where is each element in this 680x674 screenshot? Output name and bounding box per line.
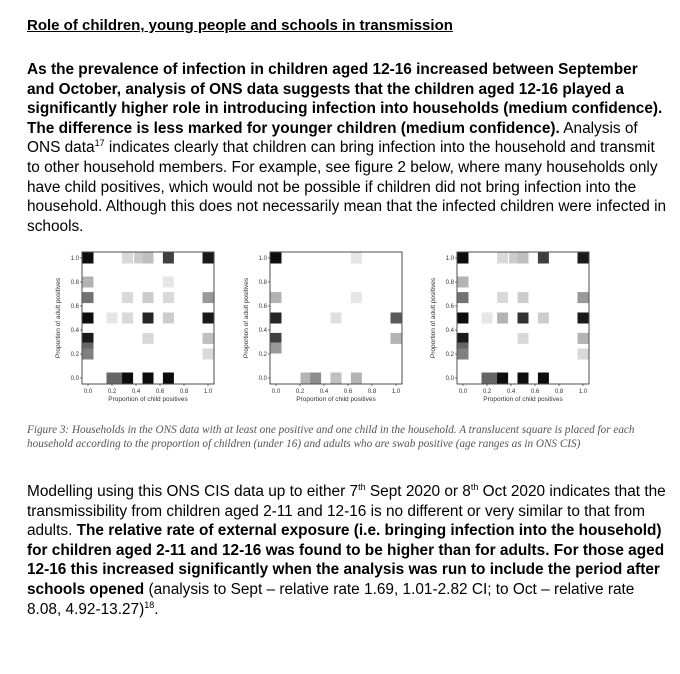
y-tick-label: 0.0 (258, 376, 267, 382)
x-tick-label: 0.4 (319, 389, 329, 395)
household-square (538, 373, 549, 384)
y-tick-label: 0.0 (70, 376, 79, 382)
household-square (122, 253, 133, 264)
household-square (107, 313, 118, 324)
household-square (301, 373, 312, 384)
paragraph-text: Oct 2020 indicates that the transmissibility from children aged 2-11 and 12-16 is no different or very similar to that from adults. (27, 483, 666, 540)
paragraph-bold-summary: As the prevalence of infection in children aged 12-16 increased between September and October, analysis of ONS data suggests that the children aged 12-16 played a significantly higher role in introducing infection into households (medium confidence). The difference is less marked for younger children (medium confidence). (27, 61, 663, 137)
household-square (122, 292, 133, 303)
household-square (458, 292, 469, 303)
household-square (458, 349, 469, 360)
x-tick-label: 0.2 (107, 389, 117, 395)
reference-superscript: 17 (94, 138, 105, 149)
y-tick-label: 0.0 (445, 376, 454, 382)
household-square (163, 373, 174, 384)
household-square (271, 333, 282, 344)
x-tick-label: 1.0 (391, 389, 401, 395)
x-tick-label: 0.4 (131, 389, 141, 395)
household-square (351, 253, 362, 264)
household-square (578, 349, 589, 360)
household-square (143, 373, 154, 384)
y-tick-label: 0.4 (70, 328, 79, 334)
household-square (351, 292, 362, 303)
y-tick-label: 1.0 (445, 256, 454, 262)
household-square (83, 333, 94, 344)
x-tick-label: 0.6 (343, 389, 353, 395)
household-square (578, 313, 589, 324)
y-axis-label: Proportion of adult positives (430, 277, 437, 359)
y-axis-label: Proportion of adult positives (55, 277, 62, 359)
paragraph-bold-finding: The relative rate of external exposure (i.e. bringing infection into the household) for children aged 2-11 and 12-16 was found to be higher than for adults. For those aged 12-16 this increased significantly when the analysis was run to include the period after schools opened (27, 522, 665, 598)
x-tick-label: 1.0 (578, 389, 588, 395)
household-square (538, 313, 549, 324)
household-square (271, 292, 282, 303)
y-tick-label: 0.8 (445, 280, 454, 286)
household-square (163, 277, 174, 288)
ordinal-superscript: th (470, 481, 479, 492)
household-square (143, 313, 154, 324)
paragraph-modelling (27, 482, 667, 619)
household-square (122, 373, 133, 384)
heatmap-plot-1 (30, 238, 217, 420)
household-square (391, 333, 402, 344)
figure-3-plots (30, 238, 650, 420)
household-square (203, 292, 214, 303)
household-square (578, 333, 589, 344)
y-tick-label: 0.2 (70, 352, 79, 358)
heatmap-plot-2 (218, 238, 405, 420)
paragraph-text: (analysis to Sept – relative rate 1.69, 1.01-2.82 CI; to Oct – relative rate 8.08, 4.92-13.27) (27, 580, 635, 618)
household-square (488, 373, 499, 384)
household-square (83, 313, 94, 324)
household-square (271, 313, 282, 324)
household-square (143, 292, 154, 303)
household-square (203, 253, 214, 264)
y-tick-label: 1.0 (258, 256, 267, 262)
household-square (122, 313, 133, 324)
y-tick-label: 1.0 (70, 256, 79, 262)
x-tick-label: 0.0 (458, 389, 468, 395)
x-tick-label: 0.4 (506, 389, 516, 395)
paragraph-text: . (154, 600, 159, 618)
y-axis-label: Proportion of adult positives (243, 277, 250, 359)
x-tick-label: 0.8 (367, 389, 377, 395)
household-square (310, 373, 321, 384)
x-axis-label: Proportion of child positives (296, 396, 376, 403)
household-square (163, 253, 174, 264)
section-heading: Role of children, young people and schools in transmission (27, 17, 453, 34)
y-tick-label: 0.8 (70, 280, 79, 286)
household-square (331, 313, 342, 324)
heatmap-svg-2 (218, 238, 405, 420)
household-square (497, 313, 508, 324)
household-square (331, 373, 342, 384)
household-square (497, 373, 508, 384)
y-tick-label: 0.2 (258, 352, 267, 358)
x-axis-label: Proportion of child positives (108, 396, 188, 403)
paragraph-text: Analysis of ONS data (27, 119, 638, 157)
heatmap-plot-3 (405, 238, 592, 420)
paragraph-text: Sept 2020 or 8 (365, 483, 471, 500)
paragraph-prevalence (27, 60, 667, 236)
x-tick-label: 0.0 (83, 389, 93, 395)
household-square (518, 333, 529, 344)
x-tick-label: 0.8 (554, 389, 564, 395)
x-tick-label: 0.6 (155, 389, 165, 395)
household-square (458, 333, 469, 344)
household-square (163, 313, 174, 324)
y-tick-label: 0.8 (258, 280, 267, 286)
household-square (518, 253, 529, 264)
household-square (578, 253, 589, 264)
x-tick-label: 0.0 (271, 389, 281, 395)
household-square (83, 292, 94, 303)
paragraph-text: indicates clearly that children can bring infection into the household and transmit to other household members. For example, see figure 2 below, where many households only have child positives, which would not be possible if children did not bring infection into the household. Although this does not necessarily mean that the infected children were infected in schools. (27, 139, 667, 235)
household-square (538, 253, 549, 264)
heatmap-svg-3 (405, 238, 592, 420)
household-square (518, 373, 529, 384)
heatmap-svg-1 (30, 238, 217, 420)
household-square (271, 343, 282, 354)
y-tick-label: 0.6 (445, 304, 454, 310)
x-axis-label: Proportion of child positives (483, 396, 563, 403)
ordinal-superscript: th (358, 481, 366, 492)
household-square (83, 253, 94, 264)
household-square (482, 313, 493, 324)
household-square (497, 292, 508, 303)
y-tick-label: 0.6 (70, 304, 79, 310)
household-square (458, 253, 469, 264)
household-square (458, 313, 469, 324)
household-square (143, 333, 154, 344)
household-square (203, 349, 214, 360)
household-square (163, 292, 174, 303)
x-tick-label: 0.8 (179, 389, 189, 395)
y-tick-label: 0.4 (445, 328, 454, 334)
household-square (83, 349, 94, 360)
household-square (497, 253, 508, 264)
figure-caption: Figure 3: Households in the ONS data with at least one positive and one child in the household. A translucent square is placed for each household according to the proportion of children (under 16) and adults who are swab positive (age ranges as in ONS CIS) (27, 424, 635, 450)
x-tick-label: 0.6 (530, 389, 540, 395)
household-square (113, 373, 124, 384)
household-square (351, 373, 362, 384)
household-square (83, 277, 94, 288)
household-square (518, 313, 529, 324)
y-tick-label: 0.6 (258, 304, 267, 310)
household-square (271, 253, 282, 264)
reference-superscript: 18 (144, 599, 155, 610)
paragraph-text: Modelling using this ONS CIS data up to either 7 (27, 483, 359, 500)
x-tick-label: 0.2 (482, 389, 492, 395)
household-square (391, 313, 402, 324)
x-tick-label: 0.2 (295, 389, 305, 395)
household-square (203, 313, 214, 324)
household-square (518, 292, 529, 303)
y-tick-label: 0.2 (445, 352, 454, 358)
x-tick-label: 1.0 (203, 389, 213, 395)
y-tick-label: 0.4 (258, 328, 267, 334)
household-square (458, 277, 469, 288)
household-square (143, 253, 154, 264)
household-square (203, 333, 214, 344)
household-square (578, 292, 589, 303)
